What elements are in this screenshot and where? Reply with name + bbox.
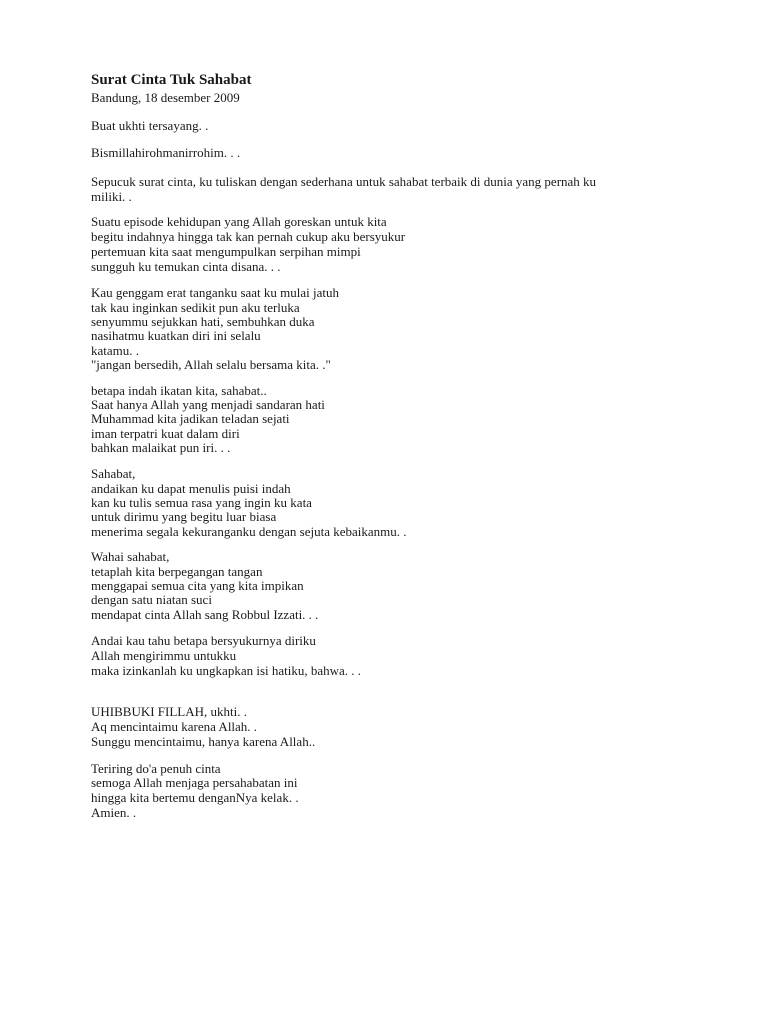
letter-date: Bandung, 18 desember 2009 — [91, 90, 240, 105]
text-line: Muhammad kita jadikan teladan sejati — [91, 411, 290, 426]
text-line: begitu indahnya hingga tak kan pernah cukup aku bersyukur — [91, 229, 406, 244]
text-line: iman terpatri kuat dalam diri — [91, 426, 240, 441]
letter-closing: Amien. . — [91, 805, 137, 820]
text-line: tetaplah kita berpegangan tangan — [91, 564, 263, 579]
text-line: maka izinkanlah ku ungkapkan isi hatiku, bahwa. . . — [91, 663, 362, 678]
text-line: katamu. . — [91, 343, 140, 358]
text-line: tak kau inginkan sedikit pun aku terluka — [91, 300, 300, 315]
text-line: sungguh ku temukan cinta disana. . . — [91, 259, 281, 274]
text-line: Saat hanya Allah yang menjadi sandaran hati — [91, 397, 325, 412]
text-line: hingga kita bertemu denganNya kelak. . — [91, 790, 299, 805]
text-line: pertemuan kita saat mengumpulkan serpihan mimpi — [91, 244, 361, 259]
text-line: senyummu sejukkan hati, sembuhkan duka — [91, 314, 315, 329]
text-line: Sahabat, — [91, 466, 136, 481]
text-line: nasihatmu kuatkan diri ini selalu — [91, 328, 261, 343]
text-line: Wahai sahabat, — [91, 549, 170, 564]
text-line: Allah mengirimmu untukku — [91, 648, 237, 663]
text-line: menggapai semua cita yang kita impikan — [91, 578, 304, 593]
letter-title: Surat Cinta Tuk Sahabat — [91, 72, 252, 88]
text-line: dengan satu niatan suci — [91, 592, 212, 607]
text-line: bahkan malaikat pun iri. . . — [91, 440, 231, 455]
letter-basmala: Bismillahirohmanirrohim. . . — [91, 145, 241, 160]
text-line: Aq mencintaimu karena Allah. . — [91, 719, 258, 734]
text-line: Andai kau tahu betapa bersyukurnya diriku — [91, 633, 316, 648]
text-line: "jangan bersedih, Allah selalu bersama kita. ." — [91, 357, 331, 372]
text-line: Suatu episode kehidupan yang Allah goreskan untuk kita — [91, 214, 387, 229]
text-line: untuk dirimu yang begitu luar biasa — [91, 509, 277, 524]
text-line: UHIBBUKI FILLAH, ukhti. . — [91, 704, 247, 719]
text-line: Teriring do'a penuh cinta — [91, 761, 221, 776]
text-line: miliki. . — [91, 189, 132, 204]
text-line: mendapat cinta Allah sang Robbul Izzati. . . — [91, 607, 319, 622]
text-line: Sunggu mencintaimu, hanya karena Allah.. — [91, 734, 316, 749]
letter-salutation: Buat ukhti tersayang. . — [91, 118, 209, 133]
text-line: Kau genggam erat tanganku saat ku mulai jatuh — [91, 285, 340, 300]
text-line: Sepucuk surat cinta, ku tuliskan dengan sederhana untuk sahabat terbaik di dunia yang pernah ku — [91, 174, 597, 189]
text-line: betapa indah ikatan kita, sahabat.. — [91, 383, 267, 398]
text-line: menerima segala kekuranganku dengan sejuta kebaikanmu. . — [91, 524, 407, 539]
text-line: semoga Allah menjaga persahabatan ini — [91, 775, 298, 790]
text-line: andaikan ku dapat menulis puisi indah — [91, 481, 291, 496]
text-line: kan ku tulis semua rasa yang ingin ku kata — [91, 495, 312, 510]
